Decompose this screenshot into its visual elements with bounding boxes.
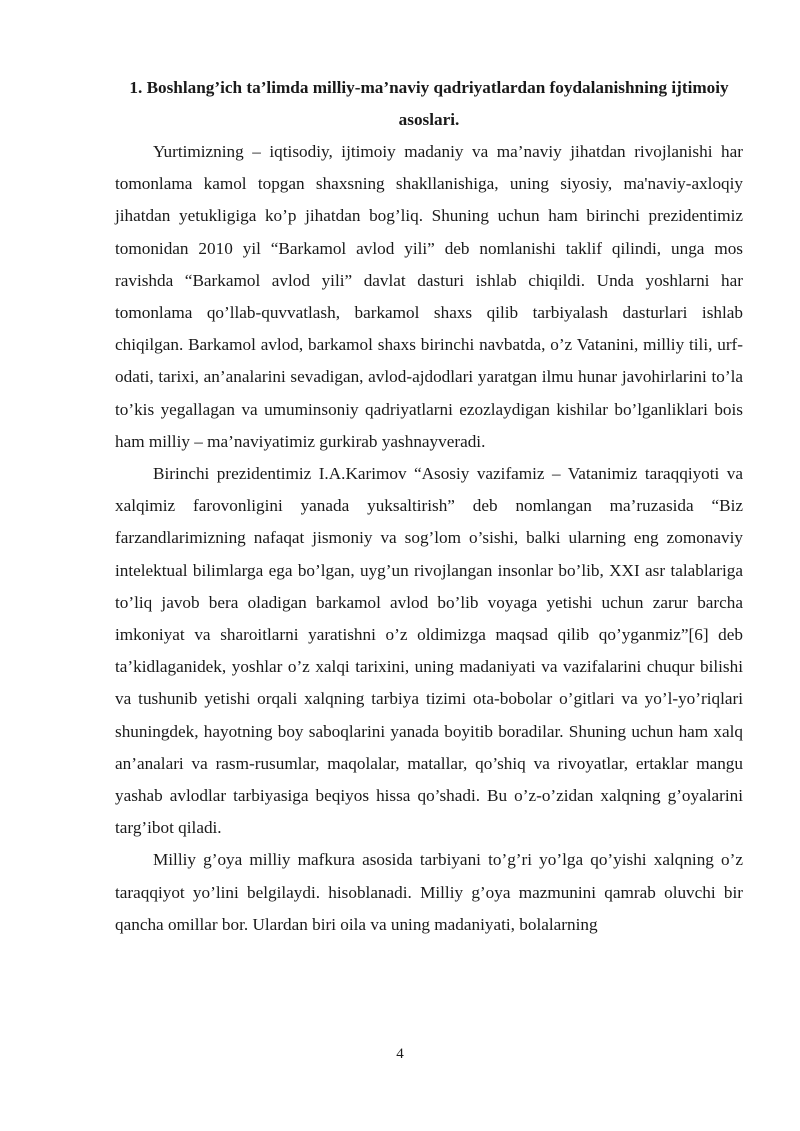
paragraph-3: Milliy g’oya milliy mafkura asosida tarbiyani to’g’ri yo’lga qo’yishi xalqning o’z taraqqiyot yo’lini belgilaydi. hisoblanadi. Milliy g’oya mazmunini qamrab oluvchi bir qancha omillar bor. Ulardan biri oila va uning madaniyati, bolalarning — [115, 850, 743, 934]
paragraph-2: Birinchi prezidentimiz I.A.Karimov “Asosiy vazifamiz – Vatanimiz taraqqiyoti va xalqimiz farovonligini yanada yuksaltirish” deb nomlangan ma’ruzasida “Biz farzandlarimizning nafaqat jismoniy va sog’lom o’sishi, balki ularning eng zomonaviy intelektual bilimlarga ega bo’lgan, uyg’un rivojlangan insonlar bo’lib, XXI asr talablariga to’liq javob bera oladigan barkamol avlod bo’lib voyaga yetishi uchun zarur barcha imkoniyat va sharoitlarni yaratishni o’z oldimizga maqsad qilib qo’yganmiz”[6] deb ta’kidlaganidek, yoshlar o’z xalqi tarixini, uning madaniyati va vazifalarini chuqur bilishi va tushunib yetishi orqali xalqning tarbiya tizimi ota-bobolar o’gitlari va yo’l-yo’riqlari shuningdek, hayotning boy saboqlarini yanada boyitib boradilar. Shuning uchun ham xalq an’analari va rasm-rusumlar, maqolalar, matallar, qo’shiq va rivoyatlar, ertaklar mangu yashab avlodlar tarbiyasiga beqiyos hissa qo’shadi. Bu o’z-o’zidan xalqning g’oyalarini targ’ibot qiladi. — [115, 464, 743, 838]
document-page — [115, 72, 743, 941]
section-heading: 1. Boshlang’ich ta’limda milliy-ma’naviy qadriyatlardan foydalanishning ijtimoiy asoslari. — [129, 78, 729, 129]
page-number: 4 — [396, 1046, 404, 1062]
paragraph-1: Yurtimizning – iqtisodiy, ijtimoiy madaniy va ma’naviy jihatdan rivojlanishi har tomonlama kamol topgan shaxsning shakllanishiga, uning siyosiy, ma'naviy-axloqiy jihatdan yetukligiga ko’p jihatdan bog’liq. Shuning uchun ham birinchi prezidentimiz tomonidan 2010 yil “Barkamol avlod yili” deb nomlanishi taklif qilindi, unga mos ravishda “Barkamol avlod yili” davlat dasturi ishlab chiqildi. Unda yoshlarni har tomonlama qo’llab-quvvatlash, barkamol shaxs qilib tarbiyalash dasturlari ishlab chiqilgan. Barkamol avlod, barkamol shaxs birinchi navbatda, o’z Vatanini, milliy tili, urf-odati, tarixi, an’analarini sevadigan, avlod-ajdodlari yaratgan ilmu hunar javohirlarini to’la to’kis yegallagan va umuminsoniy qadriyatlarni ezozlaydigan kishilar bo’lganliklari bois ham milliy – ma’naviyatimiz gurkirab yashnayveradi. — [115, 142, 743, 451]
